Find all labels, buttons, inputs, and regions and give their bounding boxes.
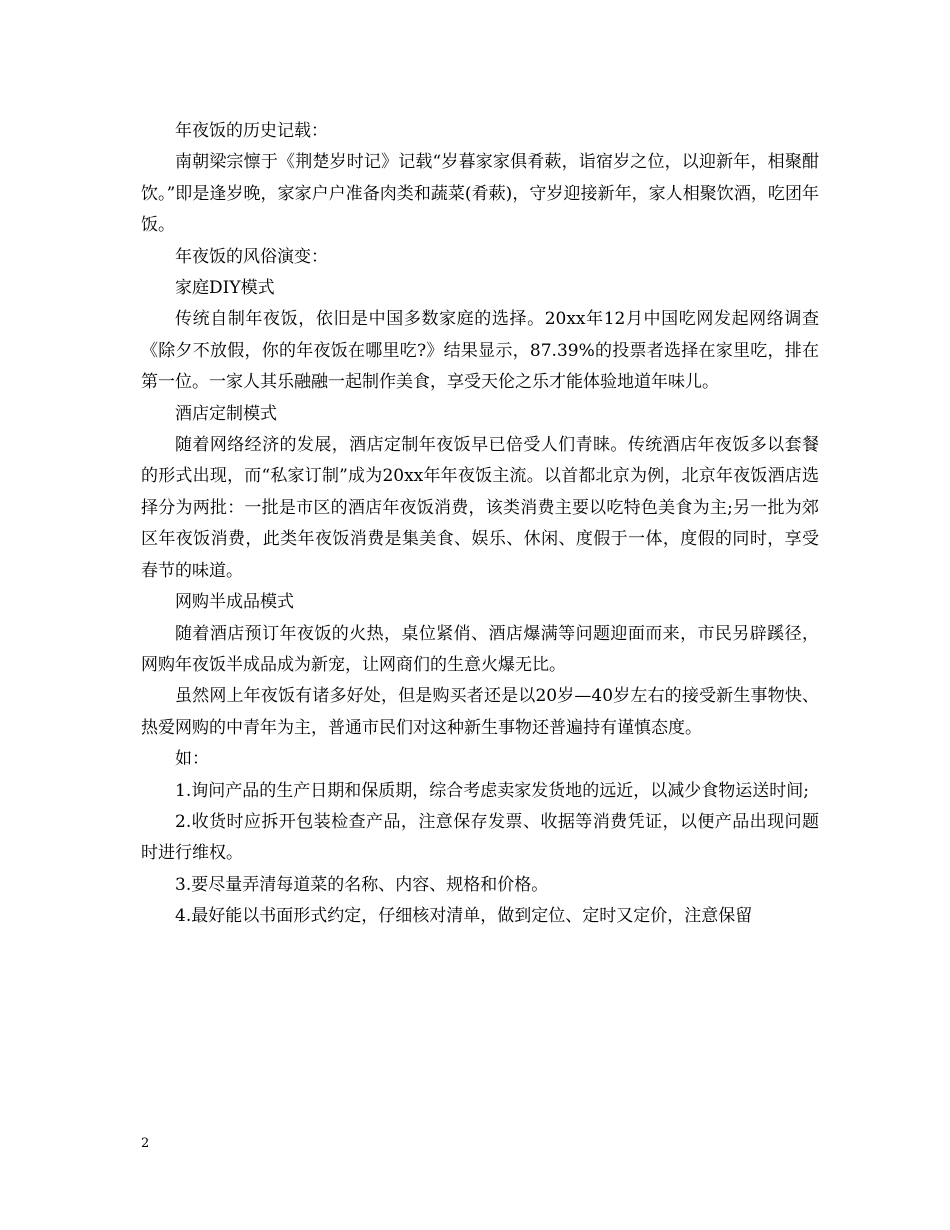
paragraph-history-record: 南朝梁宗懔于《荆楚岁时记》记载“岁暮家家俱肴蔌，诣宿岁之位，以迎新年，相聚酣饮。”即是逢岁晚，家家户户准备肉类和蔬菜(肴蔌)，守岁迎接新年，家人相聚饮酒，吃团年饭。 (141, 152, 819, 236)
subheading-hotel-custom: 酒店定制模式 (175, 403, 277, 424)
paragraph-home-diy: 传统自制年夜饭，依旧是中国多数家庭的选择。20xx年12月中国吃网发起网络调查《除夕不放假，你的年夜饭在哪里吃?》结果显示，87.39%的投票者选择在家里吃，排在第一位。一家人其乐融融一起制作美食，享受天伦之乐才能体验地道年味儿。 (141, 309, 819, 393)
page-number: 2 (141, 1136, 150, 1151)
document-body (141, 116, 819, 933)
list-item-2: 2.收货时应拆开包装检查产品，注意保存发票、收据等消费凭证，以便产品出现问题时进行维权。 (141, 811, 819, 864)
paragraph-online-semi-finished: 随着酒店预订年夜饭的火热，桌位紧俏、酒店爆满等问题迎面而来，市民另辟蹊径，网购年夜饭半成品成为新宠，让网商们的生意火爆无比。 (141, 623, 819, 675)
paragraph-such-as: 如： (175, 749, 209, 770)
section-heading-history: 年夜饭的历史记载： (175, 121, 328, 141)
list-item-4: 4.最好能以书面形式约定，仔细核对清单，做到定位、定时又定价，注意保留 (175, 906, 753, 927)
list-item-3: 3.要尽量弄清每道菜的名称、内容、规格和价格。 (175, 874, 549, 895)
subheading-online-semi-finished: 网购半成品模式 (175, 592, 294, 613)
paragraph-online-buyers: 虽然网上年夜饭有诸多好处，但是购买者还是以20岁—40岁左右的接受新生事物快、热爱网购的中青年为主，普通市民们对这种新生事物还普遍持有谨慎态度。 (141, 686, 819, 738)
paragraph-hotel-custom: 随着网络经济的发展，酒店定制年夜饭早已倍受人们青睐。传统酒店年夜饭多以套餐的形式出现，而“私家订制”成为20xx年年夜饭主流。以首都北京为例，北京年夜饭酒店选择分为两批：一批是市区的酒店年夜饭消费，该类消费主要以吃特色美食为主;另一批为郊区年夜饭消费，此类年夜饭消费是集美食、娱乐、休闲、度假于一体，度假的同时，享受春节的味道。 (141, 435, 819, 581)
list-item-1: 1.询问产品的生产日期和保质期，综合考虑卖家发货地的远近，以减少食物运送时间; (175, 780, 809, 801)
subheading-home-diy: 家庭DIY模式 (175, 278, 275, 299)
section-heading-evolution: 年夜饭的风俗演变： (175, 246, 328, 267)
